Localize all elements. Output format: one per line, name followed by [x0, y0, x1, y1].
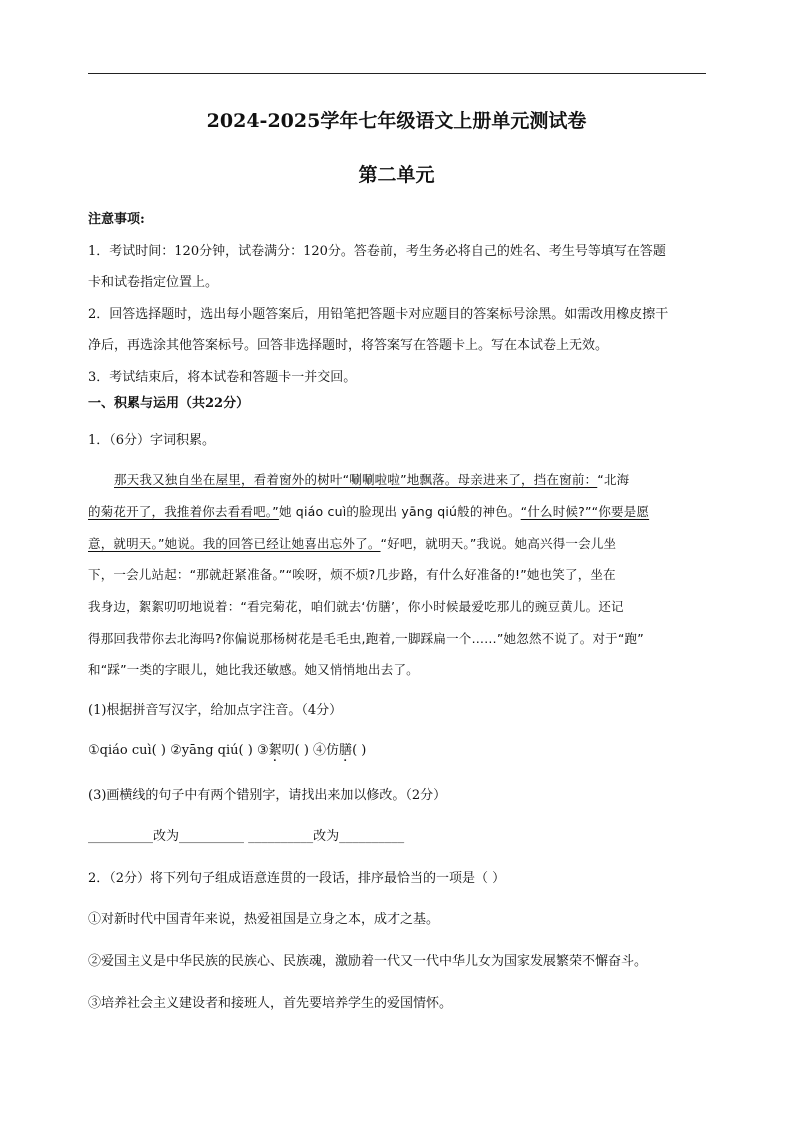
- underlined-sentence: 意，就明天。”她说。我的回答已经让她喜出忘外了。: [88, 536, 381, 551]
- notice-line: 1．考试时间：120分钟，试卷满分：120分。答卷前，考生务必将自己的姓名、考生号等填写在答题: [88, 244, 666, 259]
- header-rule: [88, 73, 706, 74]
- underlined-sentence: “什么时候?”“你要是愿: [520, 504, 650, 519]
- pinyin-items: [88, 739, 366, 758]
- notice-heading: 注意事项:: [88, 212, 145, 227]
- item-d: ④仿膳( ): [313, 743, 367, 758]
- dotted-char: 絮: [268, 743, 282, 758]
- item-c: ③絮叨( ): [256, 743, 309, 758]
- passage-line: 我身边，絮絮叨叨地说着：“看完菊花，咱们就去‘仿膳’，你小时候最爱吃那儿的豌豆黄儿。还记: [88, 599, 624, 614]
- unit-subtitle: 第二单元: [358, 164, 435, 186]
- page-title: 2024-2025学年七年级语文上册单元测试卷: [206, 110, 587, 132]
- dotted-char: 膳: [339, 743, 353, 758]
- passage-line: 那天我又独自坐在屋里，看着窗外的树叶“唰唰啦啦”地飘落。母亲进来了，挡在窗前：“北海: [114, 472, 630, 487]
- question-1-1: (1)根据拼音写汉字，给加点字注音。（4分）: [88, 703, 343, 718]
- section-heading: 一、积累与运用（共22分）: [88, 396, 250, 411]
- notice-line: 卡和试卷指定位置上。: [88, 275, 219, 290]
- option-sentence: ③培养社会主义建设者和接班人，首先要培养学生的爱国情怀。: [88, 996, 453, 1011]
- answer-blanks: __________改为__________ __________改为__________: [88, 829, 405, 844]
- passage-line: 的菊花开了，我推着你去看看吧。”她 qiáo cuì的脸现出 yāng qiú般的神色。“什么时候?”“你要是愿: [88, 504, 650, 519]
- passage-line: 意，就明天。”她说。我的回答已经让她喜出忘外了。“好吧，就明天。”我说。她高兴得一会儿坐: [88, 536, 617, 551]
- passage-line: 得那回我带你去北海吗?你偏说那杨树花是毛毛虫,跑着,一脚踩扁一个……”她忽然不说了。对于“跑”: [88, 631, 644, 646]
- passage-line: 和“踩”一类的字眼儿，她比我还敏感。她又悄悄地出去了。: [88, 662, 419, 677]
- option-sentence: ①对新时代中国青年来说，热爱祖国是立身之本，成才之基。: [88, 912, 440, 927]
- notice-line: 2．回答选择题时，选出每小题答案后，用铅笔把答题卡对应题目的答案标号涂黑。如需改用橡皮擦干: [88, 307, 669, 322]
- item-b: ②yāng qiú( ): [170, 743, 253, 758]
- notice-line: 净后，再选涂其他答案标号。回答非选择题时，将答案写在答题卡上。写在本试卷上无效。: [88, 338, 609, 353]
- notice-line: 3．考试结束后，将本试卷和答题卡一并交回。: [88, 370, 357, 385]
- question-2: 2．（2分）将下列句子组成语意连贯的一段话，排序最恰当的一项是（ ）: [88, 871, 506, 886]
- item-a: ①qiáo cuì( ): [88, 743, 166, 758]
- question-1: 1．（6分）字词积累。: [88, 433, 216, 448]
- underlined-sentence: 的菊花开了，我推着你去看看吧。”: [88, 504, 279, 519]
- option-sentence: ②爱国主义是中华民族的民族心、民族魂，激励着一代又一代中华儿女为国家发展繁荣不懈奋斗。: [88, 954, 648, 969]
- underlined-sentence: 那天我又独自坐在屋里，看着窗外的树叶“唰唰啦啦”地飘落。母亲进来了，挡在窗前：: [114, 472, 598, 487]
- passage-line: 下，一会儿站起：“那就赶紧准备。”“唉呀，烦不烦?几步路，有什么好准备的!”她也笑了，坐在: [88, 567, 616, 582]
- question-1-3: (3)画横线的句子中有两个错别字，请找出来加以修改。（2分）: [88, 788, 447, 803]
